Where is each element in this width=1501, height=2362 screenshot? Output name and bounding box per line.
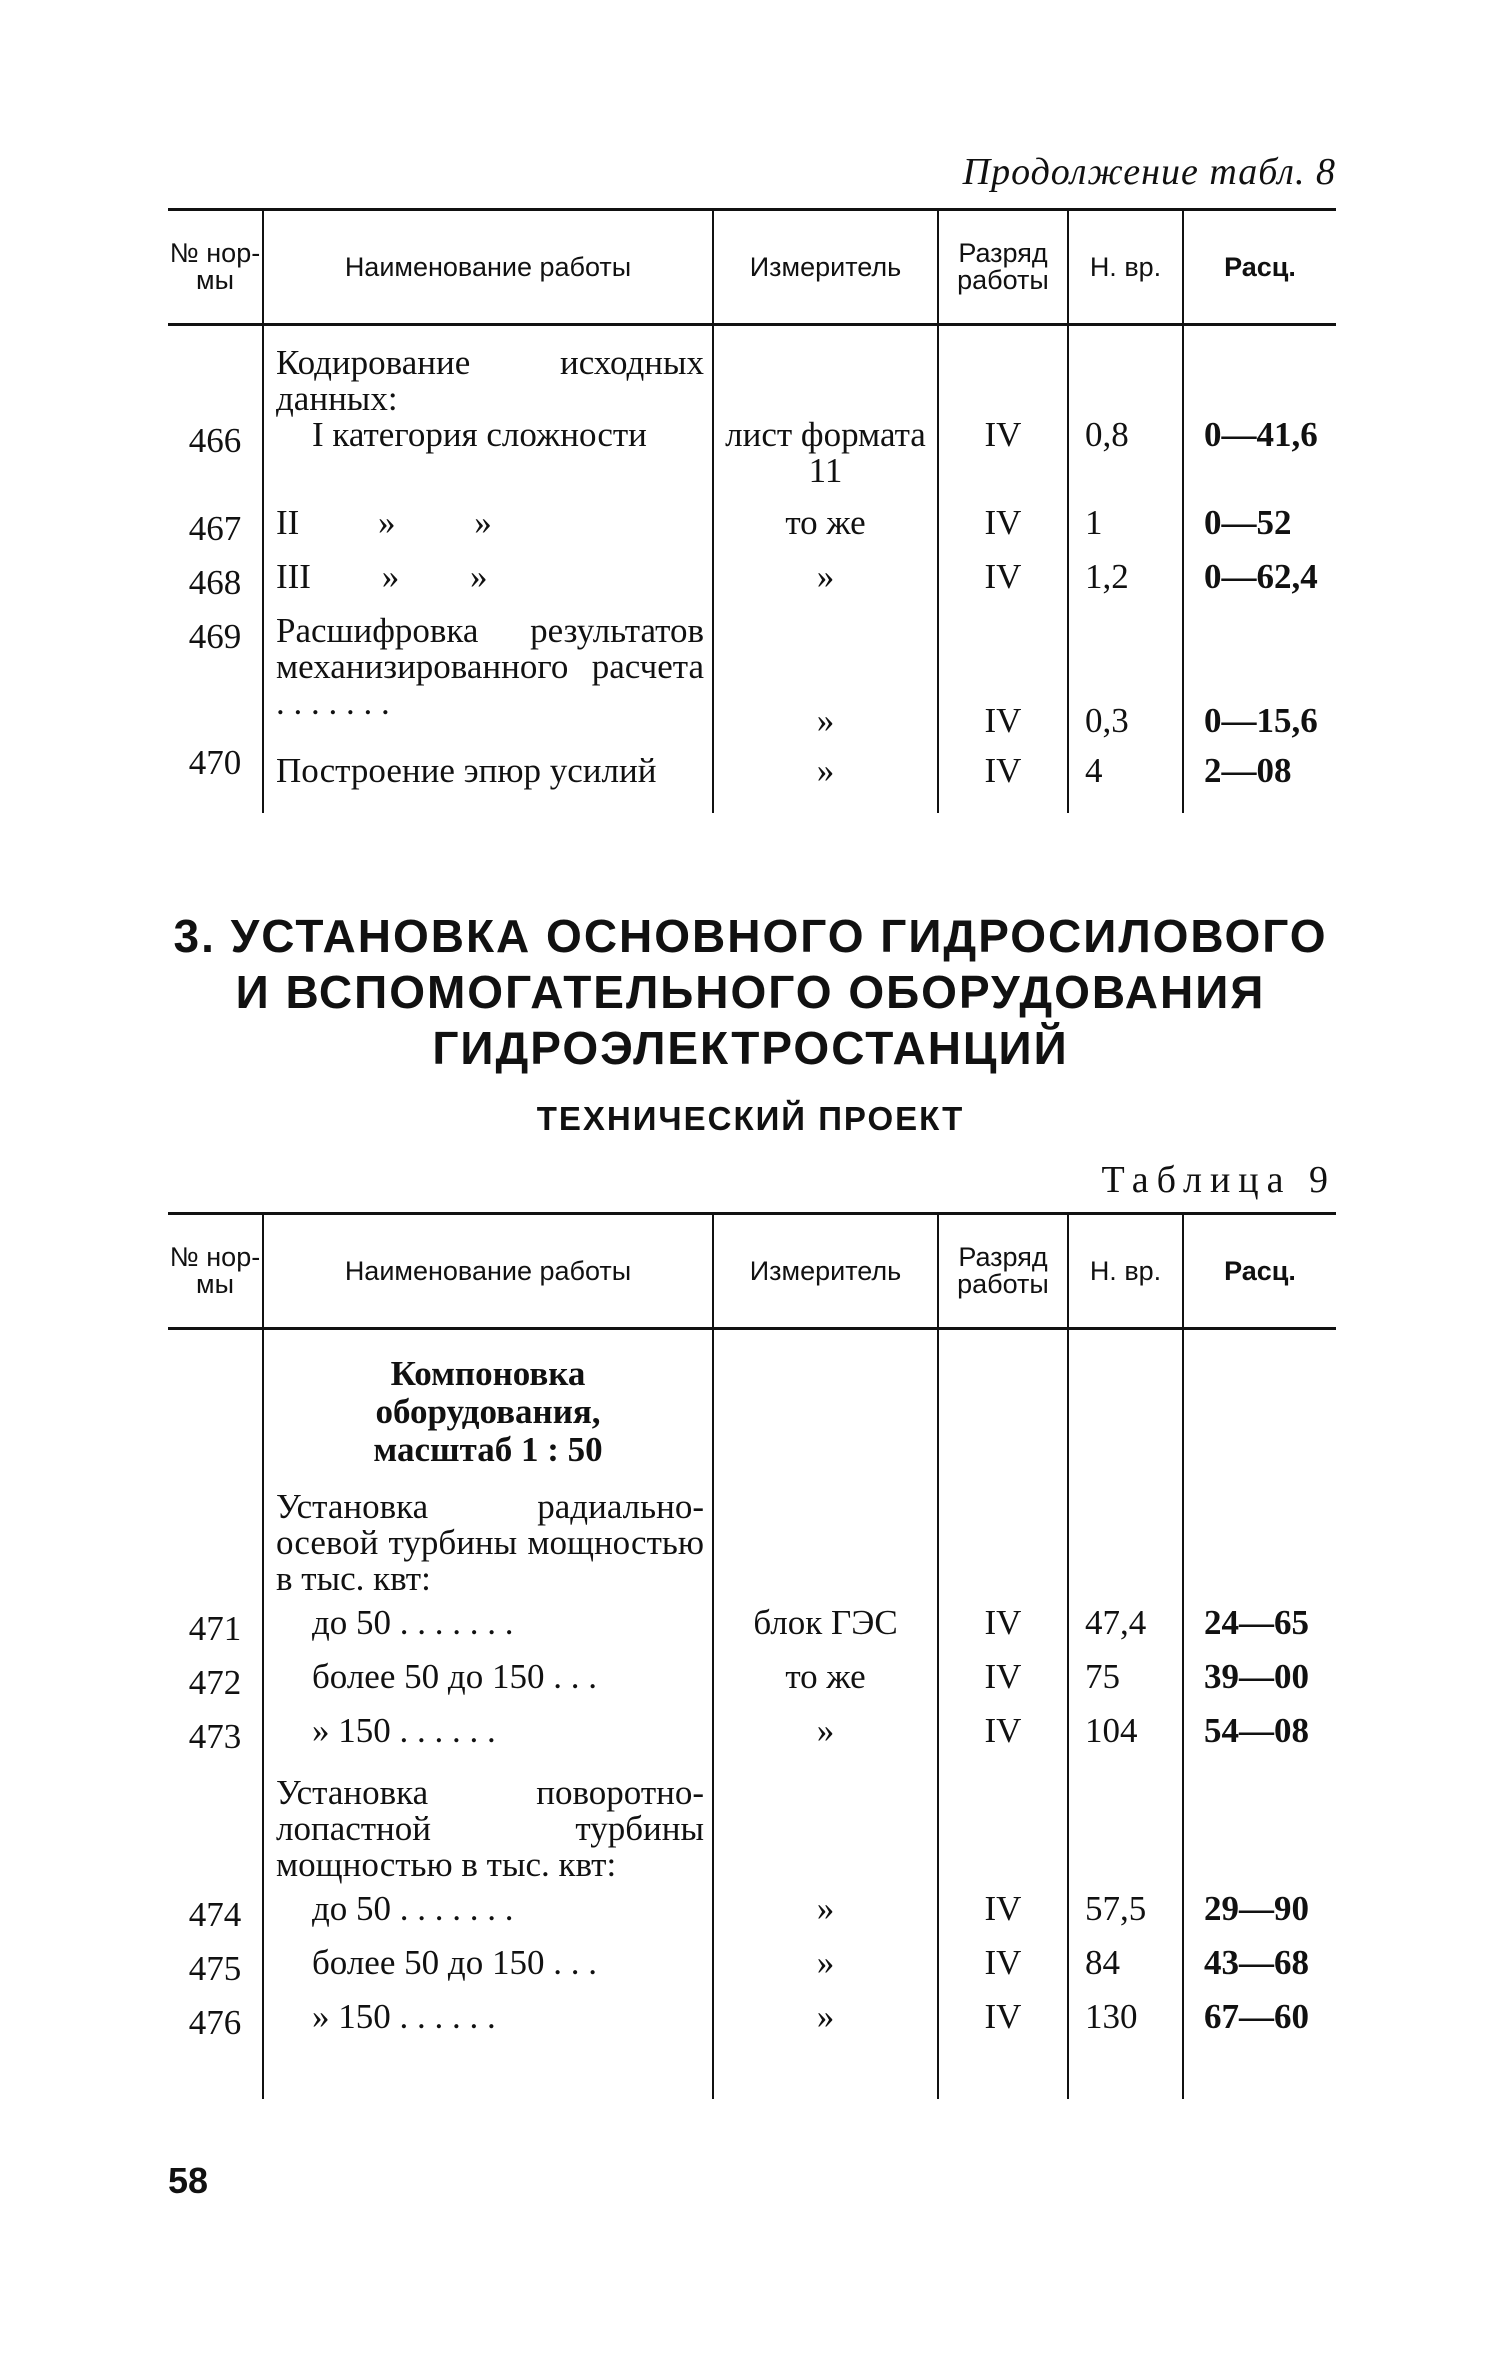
grade: IV [938,1999,1068,2099]
norm-hours: 1,2 [1068,559,1183,613]
grade: IV [938,739,1068,813]
measure: лист формата 11 [713,417,938,505]
table-row [168,1713,1336,1775]
row-number: 473 [188,1716,242,1756]
measure: » [713,1891,938,1945]
table-header-row [168,210,1336,325]
col-header-number: № нор- мы [169,238,261,295]
col-header-hours: Н. вр. [1068,210,1183,325]
table-row [168,1945,1336,1999]
col-header-measure: Измеритель [713,1214,938,1329]
rate: 24—65 [1183,1605,1336,1659]
work-name: I категория сложности [263,417,713,505]
col-header-grade: Разряд работы [938,210,1068,325]
col-header-name: Наименование работы [263,210,713,325]
section-subtitle: ТЕХНИЧЕСКИЙ ПРОЕКТ [536,1100,965,1137]
rate: 43—68 [1183,1945,1336,1999]
col-header-number: № нор- мы [169,1242,261,1299]
norm-hours: 0,8 [1068,417,1183,505]
table-row [168,505,1336,559]
table-row [168,1605,1336,1659]
measure: » [713,1999,938,2099]
rate: 29—90 [1183,1891,1336,1945]
grade: IV [938,559,1068,613]
rate: 0—62,4 [1183,559,1336,613]
grade: IV [938,1605,1068,1659]
work-name: до 50 . . . . . . . [263,1891,713,1945]
norm-hours: 75 [1068,1659,1183,1713]
measure: блок ГЭС [713,1605,938,1659]
col-header-measure: Измеритель [713,210,938,325]
table-continuation-caption: Продолжение табл. 8 [962,151,1336,193]
section-title [0,908,1501,1076]
measure: » [713,1713,938,1775]
rate: 0—41,6 [1183,417,1336,505]
norm-hours: 84 [1068,1945,1183,1999]
row-number: 468 [188,562,242,602]
section-title-line: 3. УСТАНОВКА ОСНОВНОГО ГИДРОСИЛОВОГО [173,910,1328,962]
norm-hours: 130 [1068,1999,1183,2099]
norm-hours: 57,5 [1068,1891,1183,1945]
group-row [168,1775,1336,1891]
col-header-rate: Расц. [1183,210,1336,325]
col-header-grade: Разряд работы [938,1214,1068,1329]
table-header-row [168,1214,1336,1329]
table-row [168,417,1336,505]
table-row [168,1659,1336,1713]
measure: » [713,1945,938,1999]
norm-hours: 0,3 [1068,613,1183,739]
grade: IV [938,505,1068,559]
measure: » [713,739,938,813]
table-row [168,1999,1336,2099]
work-name: » 150 . . . . . . [263,1713,713,1775]
norm-hours: 47,4 [1068,1605,1183,1659]
work-name: Построение эпюр усилий [263,739,713,813]
grade: IV [938,1945,1068,1999]
page-number: 58 [168,2160,209,2201]
work-name: III » » [263,559,713,613]
work-name: более 50 до 150 . . . [263,1945,713,1999]
rate: 67—60 [1183,1999,1336,2099]
row-number: 469 [188,616,242,656]
col-header-name: Наименование работы [263,1214,713,1329]
section-title-line: ГИДРОЭЛЕКТРОСТАНЦИЙ [432,1022,1069,1074]
work-name: до 50 . . . . . . . [263,1605,713,1659]
table-8 [168,208,1336,813]
measure: то же [713,505,938,559]
col-header-rate: Расц. [1183,1214,1336,1329]
norm-hours: 104 [1068,1713,1183,1775]
norm-hours: 4 [1068,739,1183,813]
col-header-hours: Н. вр. [1068,1214,1183,1329]
table-row [168,739,1336,813]
table-9 [168,1212,1336,2099]
norm-hours: 1 [1068,505,1183,559]
work-name: более 50 до 150 . . . [263,1659,713,1713]
grade: IV [938,417,1068,505]
row-number: 472 [188,1662,242,1702]
measure: то же [713,1659,938,1713]
group-row [168,345,1336,417]
table-9-caption: Таблица 9 [1101,1159,1336,1201]
rate: 2—08 [1183,739,1336,813]
row-number: 466 [188,420,242,460]
measure: » [713,559,938,613]
row-number: 475 [188,1948,242,1988]
work-name: » 150 . . . . . . [263,1999,713,2099]
grade: IV [938,1713,1068,1775]
table-9-heading: Компоновка оборудования, масштаб 1 : 50 [263,1355,713,1489]
row-number: 467 [188,508,242,548]
grade: IV [938,1891,1068,1945]
work-name: II » » [263,505,713,559]
table-row [168,1891,1336,1945]
rate: 0—52 [1183,505,1336,559]
group-label: Установка радиально-осевой турбины мощностью в тыс. квт: [263,1489,713,1605]
grade: IV [938,613,1068,739]
measure: » [713,613,938,739]
group-label: Кодирование исходных данных: [263,345,713,417]
table-row [168,559,1336,613]
table-row [168,613,1336,739]
row-number: 474 [188,1894,242,1934]
work-name: Расшифровка результатов механизированного расчета . . . . . . . [263,613,713,739]
section-title-line: И ВСПОМОГАТЕЛЬНОГО ОБОРУДОВАНИЯ [235,966,1266,1018]
row-number: 476 [188,2002,242,2042]
group-row [168,1489,1336,1605]
rate: 39—00 [1183,1659,1336,1713]
row-number: 471 [188,1608,242,1648]
rate: 0—15,6 [1183,613,1336,739]
group-label: Установка поворотно-лопастной турбины мощностью в тыс. квт: [263,1775,713,1891]
heading-row [168,1355,1336,1489]
row-number: 470 [188,742,242,782]
grade: IV [938,1659,1068,1713]
rate: 54—08 [1183,1713,1336,1775]
